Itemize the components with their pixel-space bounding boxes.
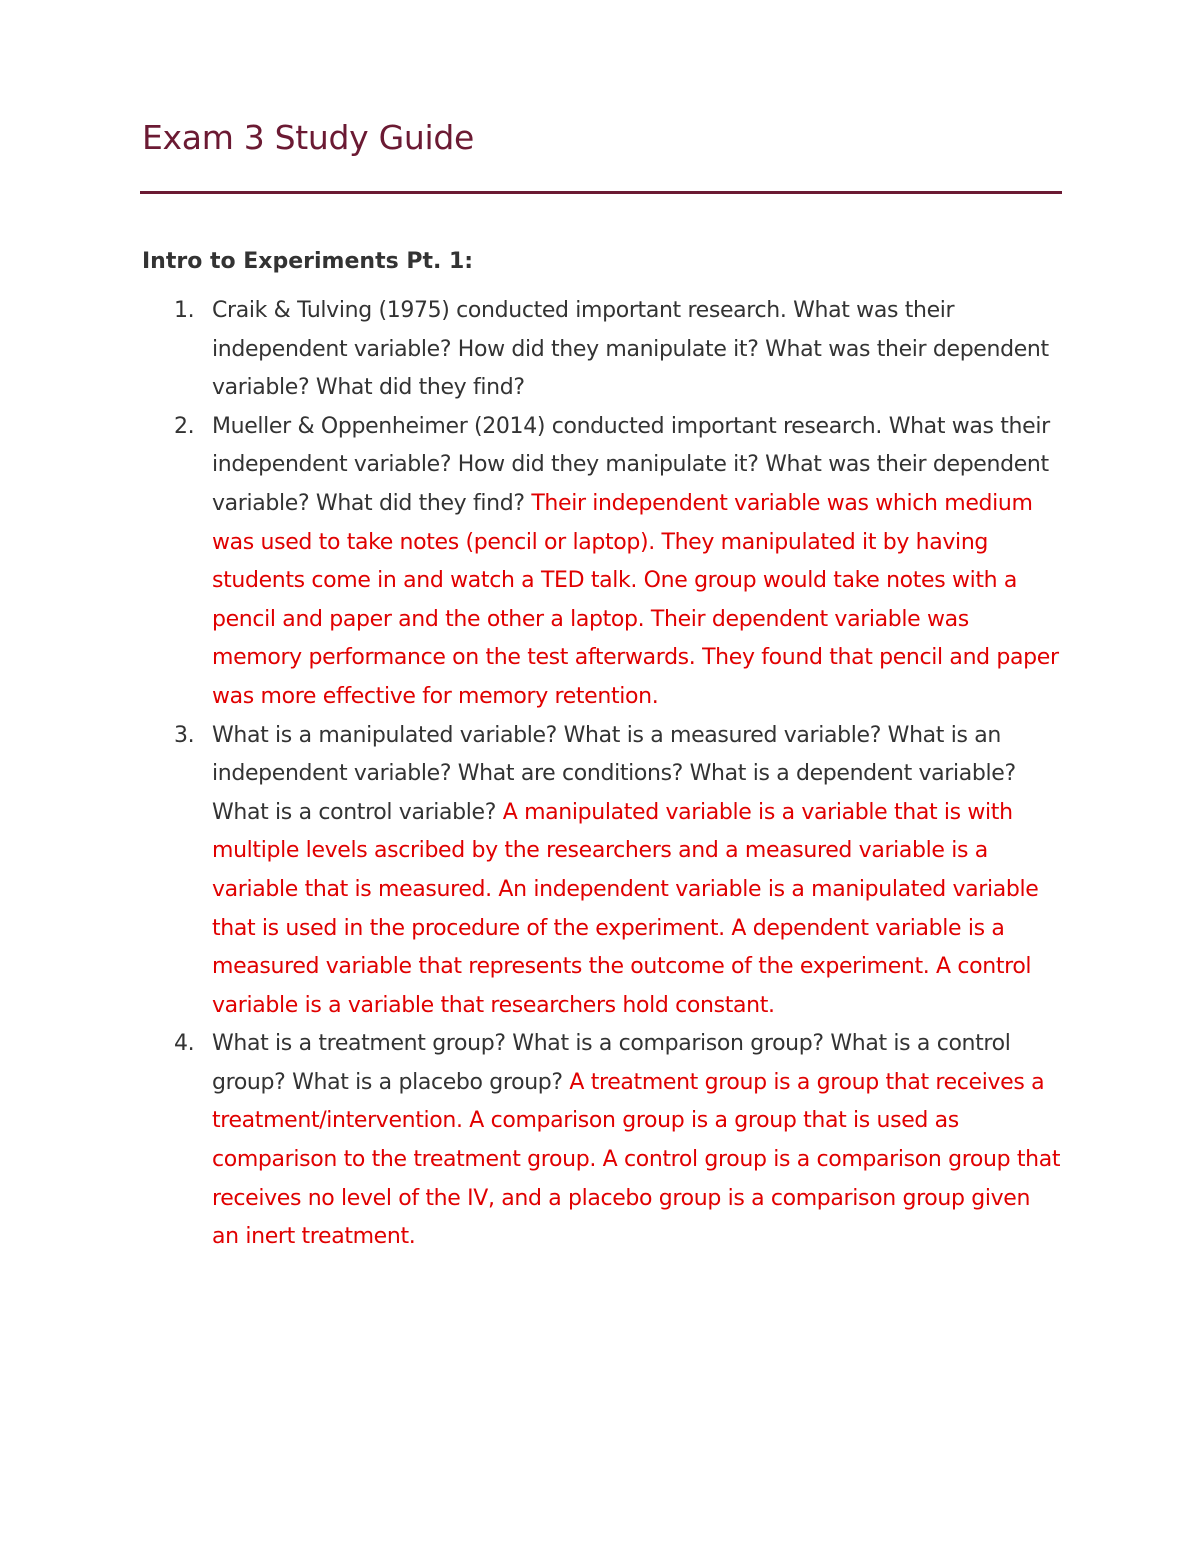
question-number: 3. [174, 722, 195, 748]
question-text: Mueller & Oppenheimer (2014) conducted important research. What was their independent variable? How did they manipulate it? What was their dependent variable? What did they find? [212, 413, 1050, 516]
list-item [142, 717, 1062, 1026]
question-list [142, 292, 1062, 1257]
question-text: Craik & Tulving (1975) conducted important research. What was their independent variable? How did they manipulate it? What was their dependent variable? What did they find? [212, 298, 1049, 401]
answer-text: A treatment group is a group that receives a treatment/intervention. A comparison group is a group that is used as comparison to the treatment group. A control group is a comparison group that receives no level of the IV, and a placebo group is a comparison group given an inert treatment. [212, 1069, 1061, 1250]
answer-text: A manipulated variable is a variable that is with multiple levels ascribed by the researchers and a measured variable is a variable that is measured. An independent variable is a manipulated variable that is used in the procedure of the experiment. A dependent variable is a measured variable that represents the outcome of the experiment. A control variable is a variable that researchers hold constant. [212, 799, 1039, 1018]
list-item [142, 1025, 1062, 1257]
question-number: 1. [174, 298, 195, 323]
title-divider [140, 191, 1062, 194]
list-item [142, 408, 1062, 717]
section-heading: Intro to Experiments Pt. 1: [142, 249, 474, 274]
page-title: Exam 3 Study Guide [142, 118, 474, 157]
question-text: What is a manipulated variable? What is a measured variable? What is an independent variable? What are conditions? What is a dependent variable? What is a control variable? [212, 722, 1016, 825]
question-number: 2. [174, 413, 195, 439]
question-number: 4. [174, 1031, 195, 1057]
question-text: What is a treatment group? What is a comparison group? What is a control group? What is a placebo group? [212, 1031, 1011, 1095]
answer-text: Their independent variable was which medium was used to take notes (pencil or laptop). They manipulated it by having students come in and watch a TED talk. One group would take notes with a pencil and paper and the other a laptop. Their dependent variable was memory performance on the test afterwards. They found that pencil and paper was more effective for memory retention. [212, 490, 1059, 709]
list-item [142, 292, 1062, 408]
